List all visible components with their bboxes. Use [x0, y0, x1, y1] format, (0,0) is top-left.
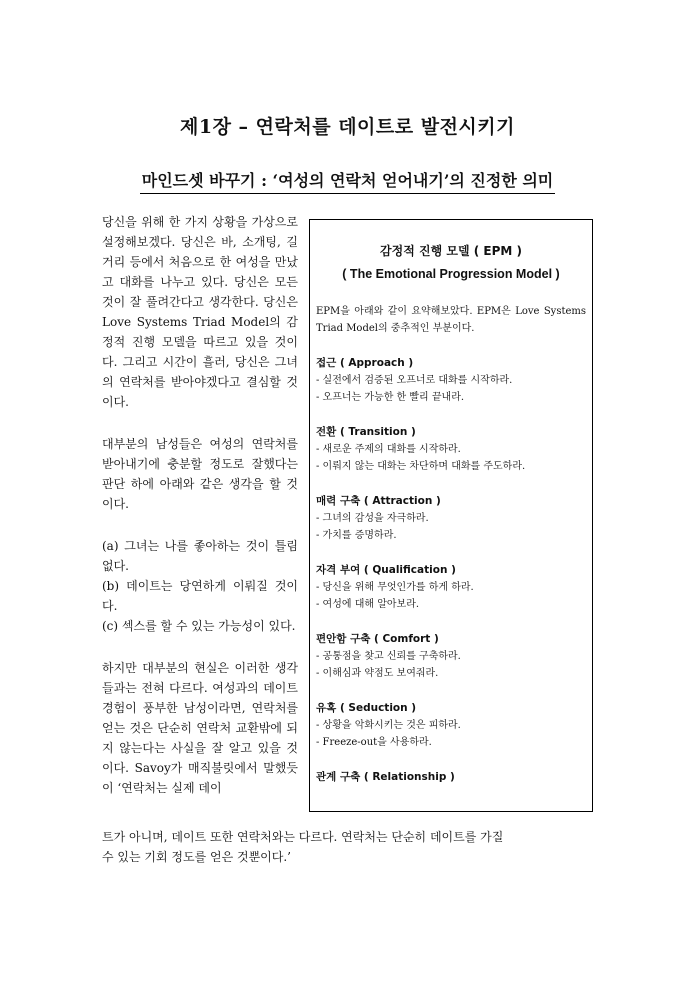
- list-item-c: (c) 섹스를 할 수 있는 가능성이 있다.: [102, 619, 296, 633]
- stage-item: - 여성에 대해 알아보라.: [316, 599, 420, 610]
- stage-item: - 당신을 위해 무엇인가를 하게 하라.: [316, 582, 474, 593]
- stage-approach: [316, 354, 586, 406]
- stage-attraction: [316, 492, 586, 544]
- stage-name: 유혹 ( Seduction ): [316, 702, 417, 714]
- epm-intro: EPM을 아래와 같이 요약해보았다. EPM은 Love Systems Triad Model의 중추적인 부분이다.: [316, 306, 586, 334]
- stage-relationship: [316, 768, 586, 786]
- stage-name: 자격 부여 ( Qualification ): [316, 564, 456, 576]
- stage-item: - 그녀의 감성을 자극하라.: [316, 513, 429, 524]
- epm-sidebar-box: [309, 219, 593, 812]
- body-paragraph-3-continuation: [102, 827, 596, 867]
- stage-seduction: [316, 699, 586, 751]
- stage-item: - 이뤄지 않는 대화는 차단하며 대화를 주도하라.: [316, 461, 526, 472]
- stage-transition: [316, 423, 586, 475]
- section-title: [0, 168, 695, 191]
- epm-title-korean: 감정적 진행 모델 ( EPM ): [380, 244, 522, 258]
- stage-name: 접근 ( Approach ): [316, 357, 414, 369]
- tail-line-1: 트가 아니며, 데이트 또한 연락처와는 다르다. 연락처는 단순히 데이트를 가질: [102, 830, 504, 844]
- stage-item: - 가치를 증명하라.: [316, 530, 397, 541]
- body-paragraph-3: 하지만 대부분의 현실은 이러한 생각들과는 전혀 다르다. 여성과의 데이트 경험이 풍부한 남성이라면, 연락처를 얻는 것은 단순히 연락처 교환밖에 되지 않는다는 사실을 잘 알고 있을 것이다. Savoy가 매직불릿에서 말했듯이 ‘연락처는 실제 데이: [102, 661, 298, 795]
- list-item-a: (a) 그녀는 나를 좋아하는 것이 틀림없다.: [102, 539, 298, 573]
- stage-item: - 상황을 악화시키는 것은 피하라.: [316, 720, 461, 731]
- section-title-text: 마인드셋 바꾸기 : ‘여성의 연락처 얻어내기’의 진정한 의미: [140, 171, 556, 194]
- stage-item: - 공통점을 찾고 신뢰를 구축하라.: [316, 651, 461, 662]
- stage-item: - 새로운 주제의 대화를 시작하라.: [316, 444, 461, 455]
- stage-comfort: [316, 630, 586, 682]
- stage-item: - Freeze-out을 사용하라.: [316, 737, 432, 748]
- stage-name: 편안함 구축 ( Comfort ): [316, 633, 439, 645]
- body-column: [102, 212, 298, 798]
- chapter-title: 제1장 – 연락처를 데이트로 발전시키기: [180, 116, 515, 138]
- stage-name: 매력 구축 ( Attraction ): [316, 495, 441, 507]
- stage-qualification: [316, 561, 586, 613]
- body-paragraph-2: 대부분의 남성들은 여성의 연락처를 받아내기에 충분할 정도로 잘했다는 판단 하에 아래와 같은 생각을 할 것이다.: [102, 437, 298, 511]
- list-item-b: (b) 데이트는 당연하게 이뤄질 것이다.: [102, 579, 298, 613]
- stage-name: 관계 구축 ( Relationship ): [316, 771, 455, 783]
- stage-item: - 오프너는 가능한 한 빨리 끝내라.: [316, 392, 465, 403]
- stage-item: - 실전에서 검증된 오프너로 대화를 시작하라.: [316, 375, 513, 386]
- stage-item: - 이해심과 약점도 보여줘라.: [316, 668, 439, 679]
- tail-line-2: 수 있는 기회 정도를 얻은 것뿐이다.’: [102, 850, 291, 864]
- stage-name: 전환 ( Transition ): [316, 426, 416, 438]
- body-paragraph-1: 당신을 위해 한 가지 상황을 가상으로 설정해보겠다. 당신은 바, 소개팅, 길거리 등에서 처음으로 한 여성을 만났고 대화를 나누고 있다. 당신은 모든 것이 잘 풀려간다고 생각한다. 당신은 Love Systems Triad Model의 감정적 진행 모델을 따르고 있을 것이다. 그리고 시간이 흘러, 당신은 그녀의 연락처를 받아야겠다고 결심할 것이다.: [102, 215, 298, 409]
- epm-title-english: ( The Emotional Progression Model ): [342, 267, 560, 281]
- body-list: [102, 536, 298, 636]
